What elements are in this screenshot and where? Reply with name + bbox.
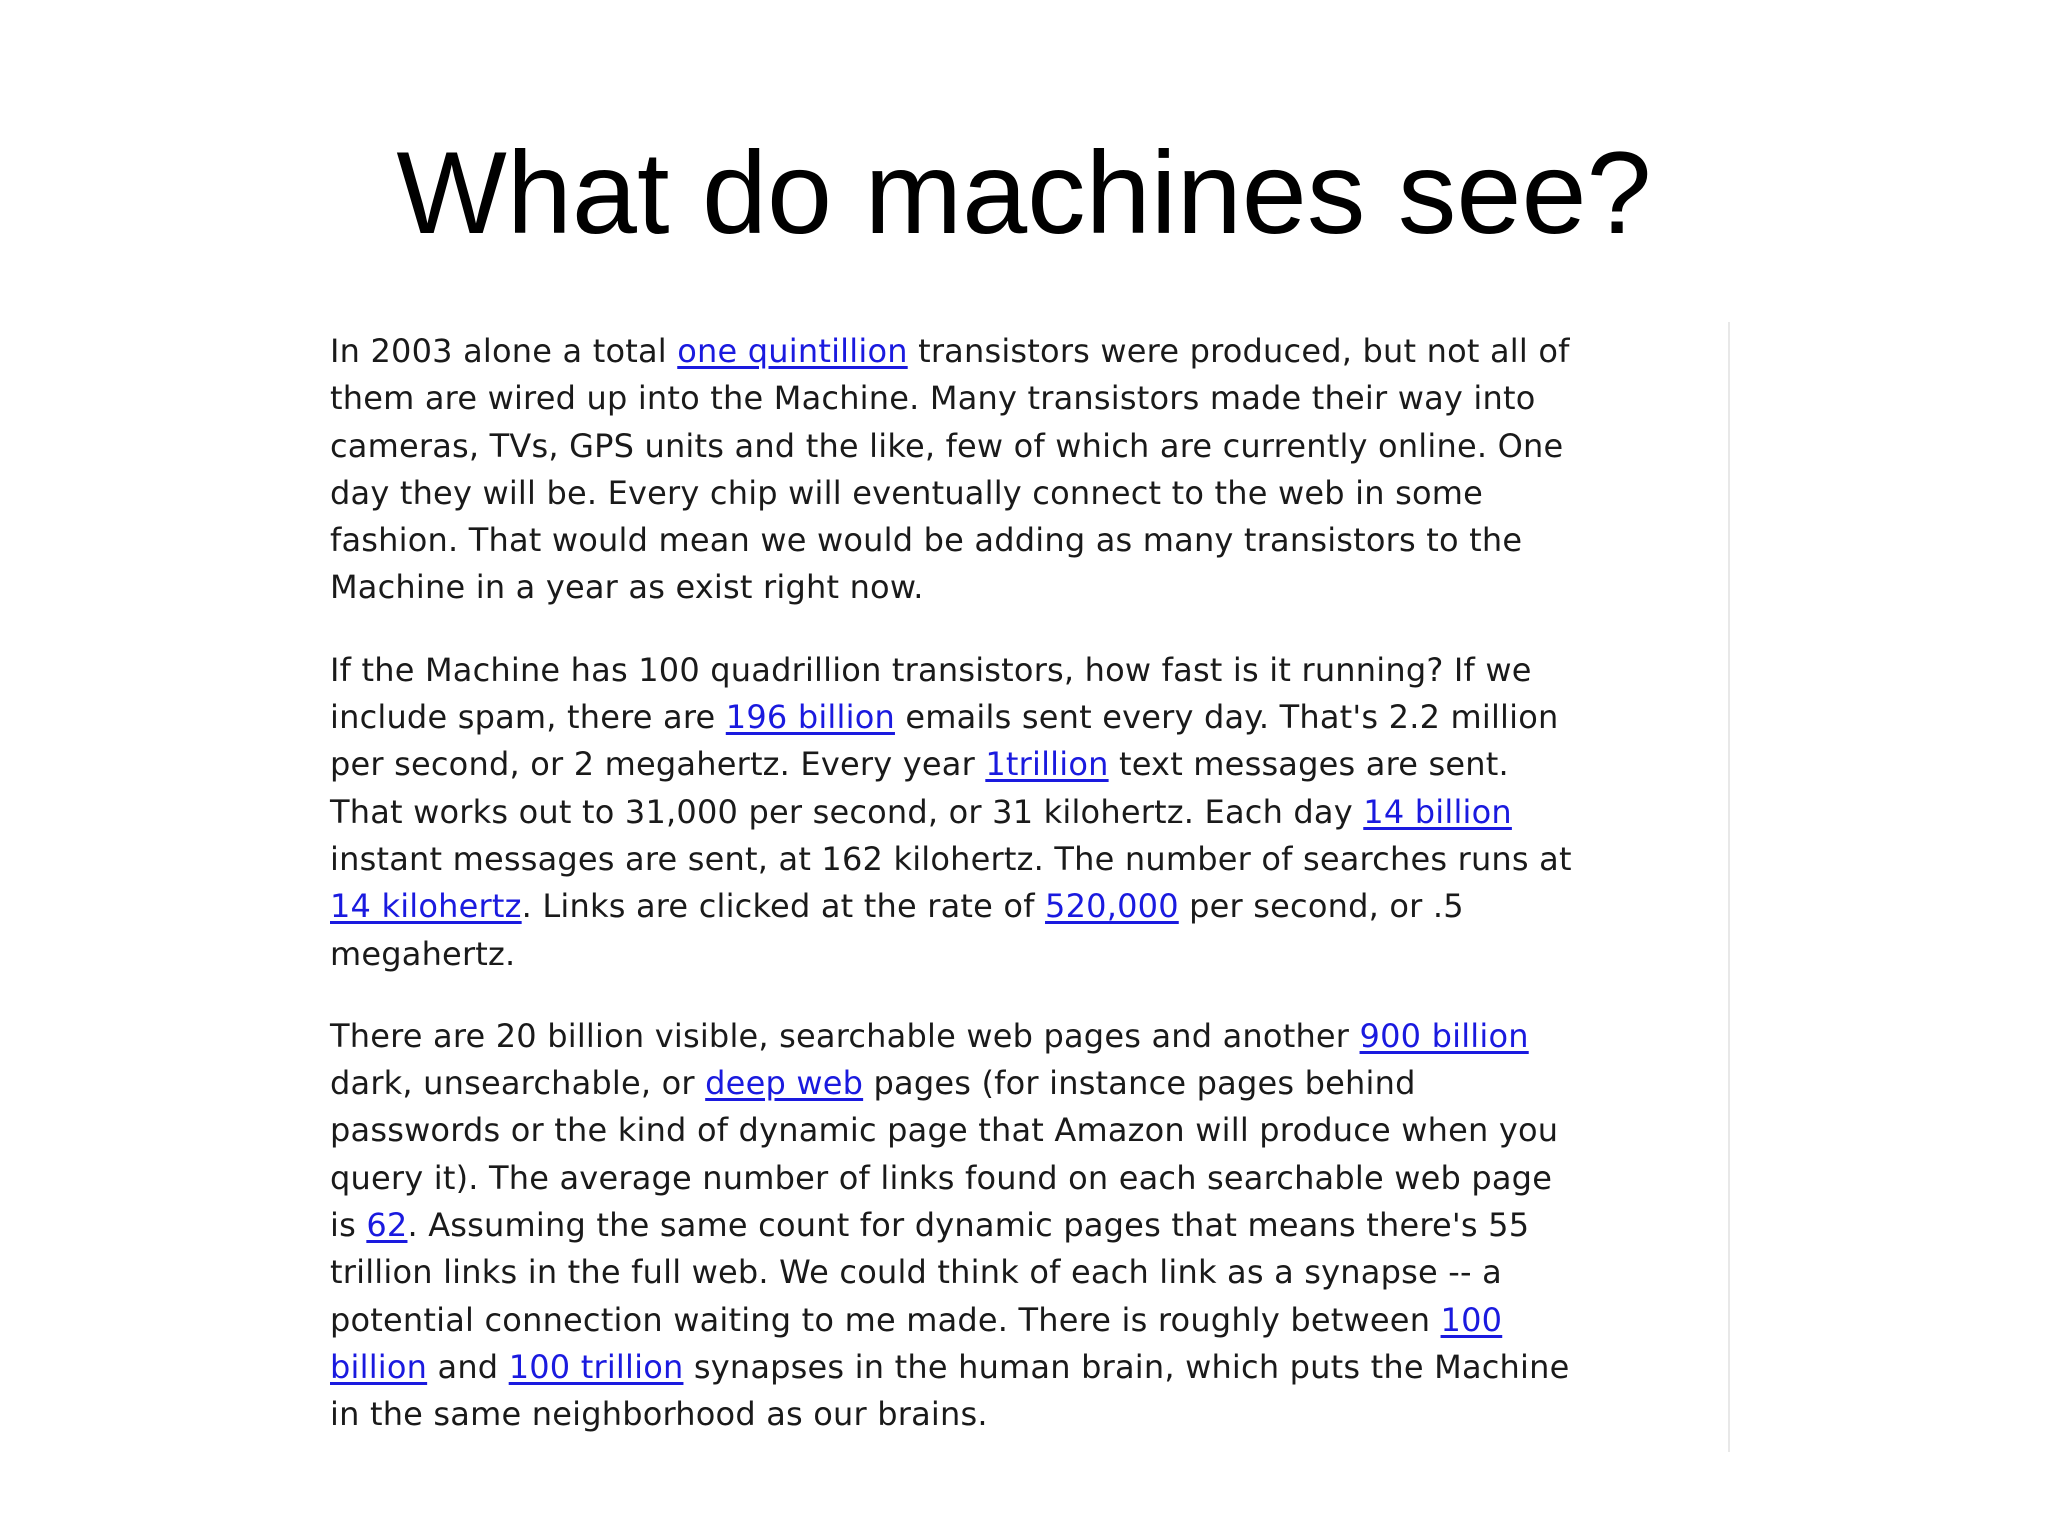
text-segment: per second, or 2 megahertz. Every year	[330, 745, 986, 784]
text-segment: transistors were produced, but not all of	[907, 332, 1570, 370]
text-line	[330, 789, 1710, 836]
link-14-kilohertz[interactable]: 14 kilohertz	[330, 887, 522, 926]
text-segment: That works out to 31,000 per second, or 31 kilohertz. Each day	[330, 792, 1364, 831]
text-line: trillion links in the full web. We could think of each link as a synapse -- a	[330, 1253, 1502, 1292]
link-62-visited[interactable]: 62	[366, 1206, 408, 1245]
link-900-billion[interactable]: 900 billion	[1359, 1016, 1529, 1055]
link-520000[interactable]: 520,000	[1045, 887, 1179, 926]
paragraph-web-pages	[330, 1013, 1710, 1439]
link-1trillion[interactable]: 1trillion	[985, 745, 1109, 784]
text-line: If the Machine has 100 quadrillion transistors, how fast is it running? If we	[330, 650, 1532, 689]
text-line	[330, 1297, 1710, 1344]
text-segment: include spam, there are	[330, 698, 726, 737]
text-line	[330, 883, 1710, 930]
text-segment: is	[330, 1206, 367, 1245]
paragraph-machine-speed	[330, 647, 1710, 978]
text-line: megahertz.	[330, 934, 516, 973]
text-line	[330, 1060, 1710, 1107]
text-segment: emails sent every day. That's 2.2 million	[894, 698, 1559, 737]
link-deep-web[interactable]: deep web	[705, 1064, 864, 1103]
text-segment: In 2003 alone a total	[330, 332, 678, 370]
text-line: passwords or the kind of dynamic page that Amazon will produce when you	[330, 1111, 1559, 1150]
text-line	[330, 741, 1710, 788]
text-segment: potential connection waiting to me made. There is roughly between	[330, 1300, 1441, 1339]
paragraph-transistors	[330, 328, 1710, 612]
article-body	[330, 328, 1710, 1474]
text-line: them are wired up into the Machine. Many transistors made their way into	[330, 379, 1536, 418]
text-line	[330, 1344, 1710, 1391]
text-segment: and	[427, 1347, 509, 1386]
link-100-billion[interactable]: 100	[1440, 1300, 1503, 1339]
text-line	[330, 694, 1710, 741]
text-segment: pages (for instance pages behind	[863, 1064, 1416, 1103]
text-segment: per second, or .5	[1178, 887, 1464, 926]
text-segment: dark, unsearchable, or	[330, 1064, 706, 1103]
text-segment: synapses in the human brain, which puts the Machine	[683, 1347, 1570, 1386]
text-segment: text messages are sent.	[1108, 745, 1509, 784]
link-one-quintillion[interactable]: one quintillion	[677, 332, 908, 370]
text-line	[330, 1013, 1710, 1060]
text-line	[330, 1202, 1710, 1249]
link-100-billion-continued[interactable]: billion	[330, 1347, 428, 1386]
text-line: instant messages are sent, at 162 kilohertz. The number of searches runs at	[330, 839, 1572, 878]
link-196-billion[interactable]: 196 billion	[725, 698, 895, 737]
text-segment: . Links are clicked at the rate of	[521, 887, 1046, 926]
text-line: day they will be. Every chip will eventually connect to the web in some	[330, 473, 1484, 512]
link-14-billion[interactable]: 14 billion	[1363, 792, 1512, 831]
text-line: Machine in a year as exist right now.	[330, 568, 924, 607]
link-100-trillion[interactable]: 100 trillion	[508, 1347, 684, 1386]
text-line: in the same neighborhood as our brains.	[330, 1395, 988, 1434]
text-line: query it). The average number of links found on each searchable web page	[330, 1158, 1553, 1197]
text-line: cameras, TVs, GPS units and the like, few of which are currently online. One	[330, 426, 1564, 465]
text-line	[330, 328, 1710, 375]
slide-title: What do machines see?	[396, 127, 1652, 258]
text-segment: . Assuming the same count for dynamic pages that means there's 55	[407, 1206, 1530, 1245]
text-segment: There are 20 billion visible, searchable web pages and another	[330, 1016, 1360, 1055]
text-line: fashion. That would mean we would be adding as many transistors to the	[330, 521, 1523, 560]
